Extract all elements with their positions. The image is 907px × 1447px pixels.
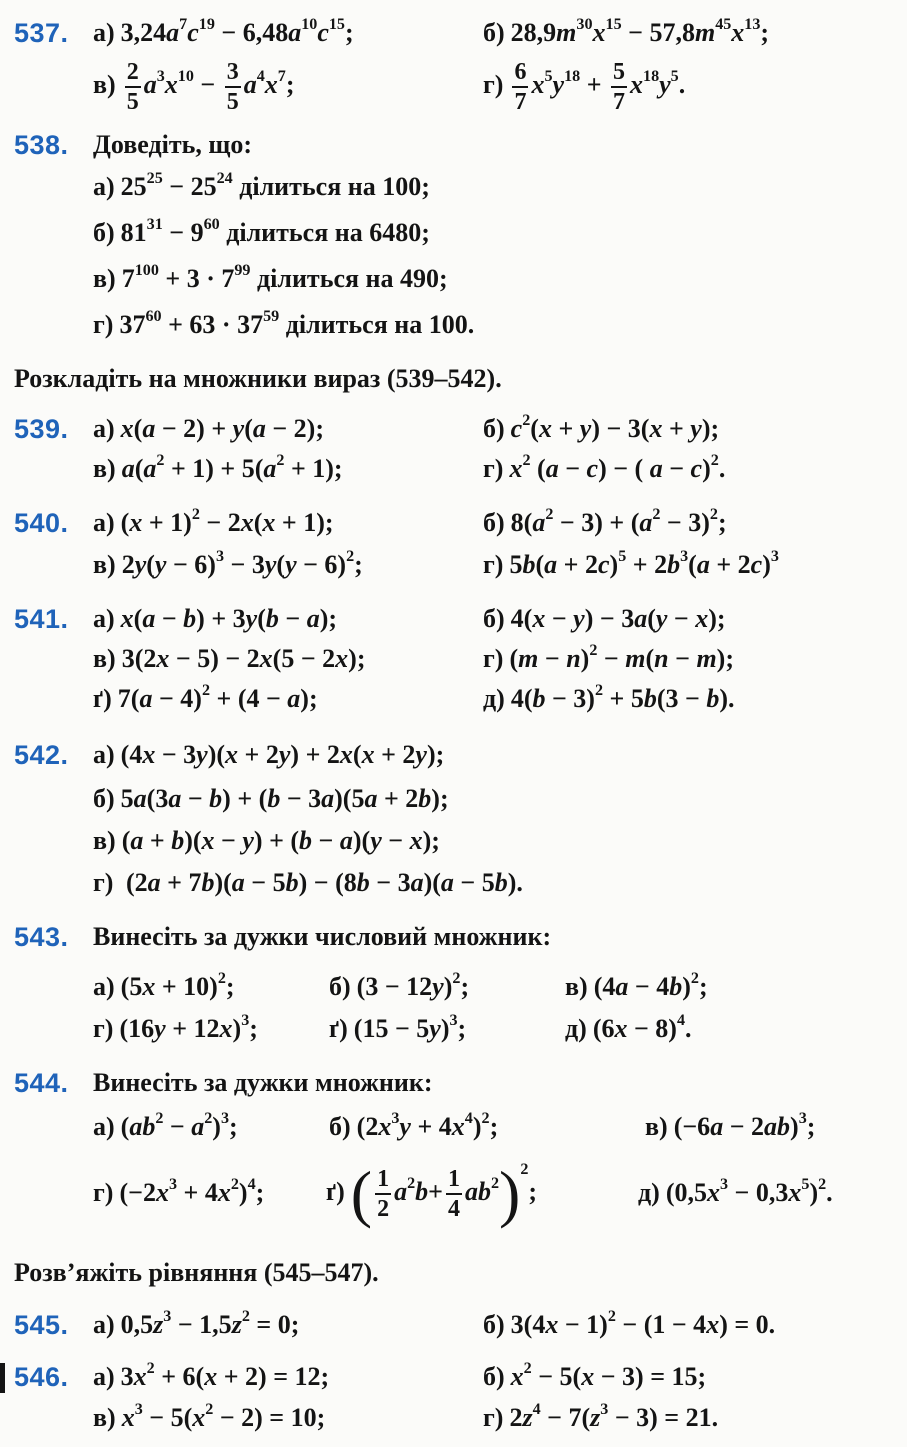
exercise-538-a: а) $25^{25} - 25^{24}$ ділиться на 100; bbox=[93, 169, 430, 201]
exercise-545-b: б) $3(4x - 1)^2 - (1 - 4x) = 0$. bbox=[483, 1307, 776, 1339]
exercise-538-g: г) $37^{60} + 63 \cdot 37^{59}$ ділиться на 100. bbox=[93, 307, 475, 339]
exercise-540-g: г) $5b(a + 2c)^5 + 2b^3(a + 2c)^3$ bbox=[483, 547, 779, 579]
exercise-544-v: в) $(-6a - 2ab)^3$; bbox=[645, 1109, 816, 1141]
exercise-540-a: а) $(x + 1)^2 - 2x(x + 1)$; bbox=[93, 505, 334, 537]
exercise-539-g: г) $x^2$ (a − c) − ( a − c)$^2$. bbox=[483, 451, 726, 483]
exercise-543-g: г) $(16y + 12x)^3$; bbox=[93, 1011, 258, 1043]
exercise-543-v: в) $(4a - 4b)^2$; bbox=[565, 969, 708, 1001]
exercise-546-g: г) $2z^4 - 7(z^3 - 3) = 21$. bbox=[483, 1400, 719, 1432]
exercise-540-v: в) $2y(y - 6)^3 - 3y(y - 6)^2$; bbox=[93, 547, 363, 579]
exercise-544-gg: ґ)( $\frac{1}{2}$ $a^2b+$ $\frac{1}{4}$ $ab^2)^2$; bbox=[326, 1158, 538, 1229]
exercise-542-b: б) 5a(3a − b) + (b − 3a)(5a + 2b); bbox=[93, 784, 449, 813]
exercise-543-title: Винесіть за дужки числовий множник: bbox=[93, 922, 552, 951]
exercise-540-b: б) $8(a^2 - 3) + (a^2 - 3)^2$; bbox=[483, 505, 727, 537]
section-heading-equations: Розв’яжіть рівняння (545–547). bbox=[14, 1258, 379, 1287]
exercise-number-542: 542. bbox=[14, 740, 69, 770]
section-heading-factorize: Розкладіть на множники вираз (539–542). bbox=[14, 364, 502, 393]
exercise-541-v: в) 3(2x − 5) − 2x(5 − 2x); bbox=[93, 644, 366, 673]
exercise-546-b: б) $x^2 - 5(x - 3) = 15$; bbox=[483, 1359, 707, 1391]
exercise-number-540: 540. bbox=[14, 508, 69, 538]
exercise-546-v: в) $x^3 - 5(x^2 - 2) = 10$; bbox=[93, 1400, 326, 1432]
exercise-541-d: д) $4(b - 3)^2 + 5b(3 - b)$. bbox=[483, 681, 735, 713]
exercise-number-545: 545. bbox=[14, 1310, 69, 1340]
exercise-number-546: 546. bbox=[14, 1362, 69, 1392]
exercise-544-b: б) $(2x^3y + 4x^4)^2$; bbox=[329, 1109, 499, 1141]
exercise-545-a: а) $0,5z^3 - 1,5z^2 = 0$; bbox=[93, 1307, 300, 1339]
exercise-539-a: а) x(a − 2) + y(a − 2); bbox=[93, 414, 324, 443]
exercise-number-537: 537. bbox=[14, 18, 69, 48]
exercise-538-b: б) $81^{31} - 9^{60}$ ділиться на 6480; bbox=[93, 215, 430, 247]
exercise-541-g: г) $(m - n)^2 - m(n - m)$; bbox=[483, 641, 734, 673]
exercise-542-v: в) (a + b)(x − y) + (b − a)(y − x); bbox=[93, 826, 440, 855]
exercise-544-g: г) $(-2x^3 + 4x^2)^4$; bbox=[93, 1175, 265, 1207]
exercise-538-v: в) $7^{100} + 3 \cdot 7^{99}$ ділиться на 490; bbox=[93, 261, 448, 293]
exercise-543-a: а) $(5x + 10)^2$; bbox=[93, 969, 235, 1001]
exercise-542-g: г) (2a + 7b)(a − 5b) − (8b − 3a)(a − 5b). bbox=[93, 868, 523, 897]
exercise-537-b: б) $28,9m^{30}x^{15} - 57,8m^{45}x^{13}$; bbox=[483, 15, 770, 47]
exercise-539-v: в) $a(a^2 + 1) + 5(a^2 + 1)$; bbox=[93, 451, 343, 483]
exercise-number-541: 541. bbox=[14, 604, 69, 634]
exercise-543-gg: ґ) $(15 - 5y)^3$; bbox=[329, 1011, 467, 1043]
exercise-541-a: а) x(a − b) + 3y(b − a); bbox=[93, 604, 338, 633]
margin-marker bbox=[0, 1363, 5, 1393]
exercise-544-title: Винесіть за дужки множник: bbox=[93, 1068, 433, 1097]
exercise-541-b: б) 4(x − y) − 3a(y − x); bbox=[483, 604, 726, 633]
exercise-537-g: г) $\frac{6}{7}$ $x^5y^{18}$ + $\frac{5}{7}$ $x^{18}y^5$. bbox=[483, 59, 686, 115]
exercise-543-b: б) $(3 - 12y)^2$; bbox=[329, 969, 470, 1001]
exercise-537-a: а) $3,24a^7c^{19} - 6,48a^{10}c^{15}$; bbox=[93, 15, 354, 47]
exercise-542-a: а) (4x − 3y)(x + 2y) + 2x(x + 2y); bbox=[93, 740, 445, 769]
exercise-541-gg: ґ) $7(a - 4)^2 + (4 - a)$; bbox=[93, 681, 318, 713]
exercise-539-b: б) $c^2(x + y) - 3(x + y)$; bbox=[483, 411, 720, 443]
exercise-544-a: а) $(ab^2 - a^2)^3$; bbox=[93, 1109, 238, 1141]
exercise-538-title: Доведіть, що: bbox=[93, 130, 252, 159]
exercise-number-539: 539. bbox=[14, 414, 69, 444]
exercise-number-538: 538. bbox=[14, 130, 69, 160]
exercise-544-d: д) $(0,5x^3 - 0,3x^5)^2$. bbox=[638, 1175, 833, 1207]
exercise-number-543: 543. bbox=[14, 922, 69, 952]
exercise-number-544: 544. bbox=[14, 1068, 69, 1098]
exercise-537-v: в) $\frac{2}{5}$ $a^3x^{10}$ − $\frac{3}{5}$ $a^4x^7$; bbox=[93, 59, 295, 115]
exercise-546-a: а) $3x^2 + 6(x + 2) = 12$; bbox=[93, 1359, 330, 1391]
exercise-543-d: д) $(6x - 8)^4$. bbox=[565, 1011, 692, 1043]
